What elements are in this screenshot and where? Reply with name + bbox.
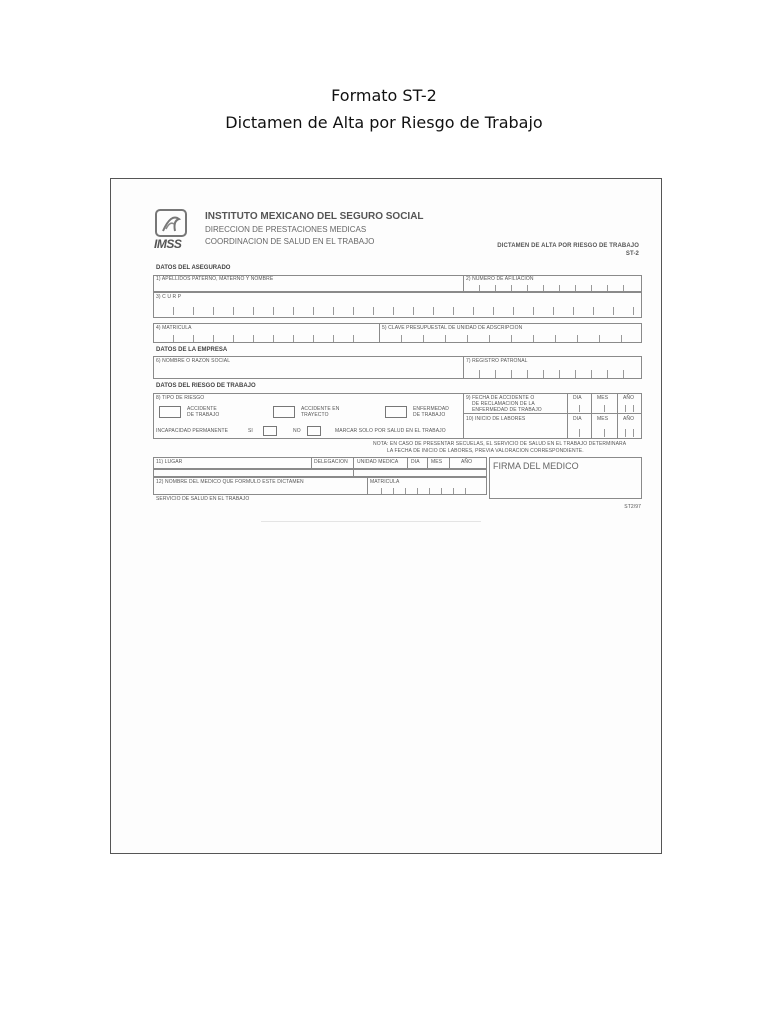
firma-label: FIRMA DEL MEDICO [493,461,579,471]
field-nombre-label: 1) APELLIDOS PATERNO, MATERNO Y NOMBRE [156,276,274,282]
fecha-accidente-dia: DIA [573,395,582,401]
field-fecha-accidente-label-1: 9) FECHA DE ACCIDENTE O [466,395,535,401]
lugar-mes-label: MES [431,459,443,465]
direction-name: DIRECCION DE PRESTACIONES MEDICAS [205,225,367,234]
nota-line-2: LA FECHA DE INICIO DE LABORES, PREVIA VALORACION CORRESPONDIENTE. [387,448,584,454]
doc-code: ST2/97 [624,504,641,510]
field-medico-label: 12) NOMBRE DEL MEDICO QUE FORMULO ESTE DICTAMEN [156,479,304,485]
opt-enfermedad-trabajo-1: ENFERMEDAD [413,406,450,412]
si-label: SI [248,428,253,434]
field-tipo-riesgo-label: 8) TIPO DE RIESGO [156,395,205,401]
opt-accidente-trabajo-1: ACCIDENTE [187,406,217,412]
unidad-medica-label: UNIDAD MEDICA [357,459,399,465]
field-registro-patronal-label: 7) REGISTRO PATRONAL [466,358,528,364]
page-title: Formato ST-2 [331,86,437,105]
page-subtitle: Dictamen de Alta por Riesgo de Trabajo [225,113,543,132]
section-riesgo: DATOS DEL RIESGO DE TRABAJO [156,383,256,389]
lugar-dia-label: DIA [411,459,420,465]
checkbox-accidente-trabajo[interactable] [159,406,181,418]
section-empresa: DATOS DE LA EMPRESA [156,347,228,353]
checkbox-enfermedad-trabajo[interactable] [385,406,407,418]
checkbox-accidente-trayecto[interactable] [273,406,295,418]
inicio-labores-dia: DIA [573,416,582,422]
row-curp [153,292,642,318]
imss-logo [153,209,189,253]
checkbox-si[interactable] [263,426,277,436]
logo-text: IMSS [154,237,182,251]
opt-accidente-trabajo-2: DE TRABAJO [187,412,220,418]
field-afiliacion-label: 2) NUMERO DE AFILIACION [466,276,534,282]
delegacion-label: DELEGACION [314,459,348,465]
incapacidad-label: INCAPACIDAD PERMANENTE [156,428,229,434]
fecha-accidente-mes: MES [597,395,609,401]
field-razon-social-label: 6) NOMBRE O RAZON SOCIAL [156,358,231,364]
fecha-accidente-anio: AÑO [623,395,635,401]
field-inicio-labores-label: 10) INICIO DE LABORES [466,416,526,422]
inicio-labores-mes: MES [597,416,609,422]
section-asegurado: DATOS DEL ASEGURADO [156,265,231,271]
row-lugar-values [153,469,487,477]
inicio-labores-anio: AÑO [623,416,635,422]
marcar-label: MARCAR SOLO POR SALUD EN EL TRABAJO [335,428,446,434]
form-title: DICTAMEN DE ALTA POR RIESGO DE TRABAJO [497,243,639,249]
form-code: ST-2 [625,251,639,257]
no-label: NO [293,428,301,434]
institution-name: INSTITUTO MEXICANO DEL SEGURO SOCIAL [205,211,424,222]
field-clave-label: 5) CLAVE PRESUPUESTAL DE UNIDAD DE ADSCRIPCION [382,325,523,331]
field-fecha-accidente-label-3: ENFERMEDAD DE TRABAJO [472,407,542,413]
checkbox-no[interactable] [307,426,321,436]
opt-accidente-trayecto-1: ACCIDENTE EN [301,406,340,412]
field-curp-label: 3) C U R P [156,294,182,300]
field-matricula-label: 4) MATRICULA [156,325,192,331]
scanned-form [110,178,662,854]
scan-line [261,521,481,522]
lugar-anio-label: AÑO [461,459,473,465]
nota-line-1: NOTA: EN CASO DE PRESENTAR SECUELAS, EL SERVICIO DE SALUD EN EL TRABAJO DETERMINARA [373,441,627,447]
matricula-medico-label: MATRICULA [370,479,400,485]
opt-accidente-trayecto-2: TRAYECTO [301,412,329,418]
field-lugar-label: 11) LUGAR [156,459,183,465]
field-fecha-accidente-label-2: DE RECLAMACION DE LA [472,401,535,407]
opt-enfermedad-trabajo-2: DE TRABAJO [413,412,446,418]
coordination-name: COORDINACION DE SALUD EN EL TRABAJO [205,237,375,246]
servicio-label: SERVICIO DE SALUD EN EL TRABAJO [156,496,250,502]
